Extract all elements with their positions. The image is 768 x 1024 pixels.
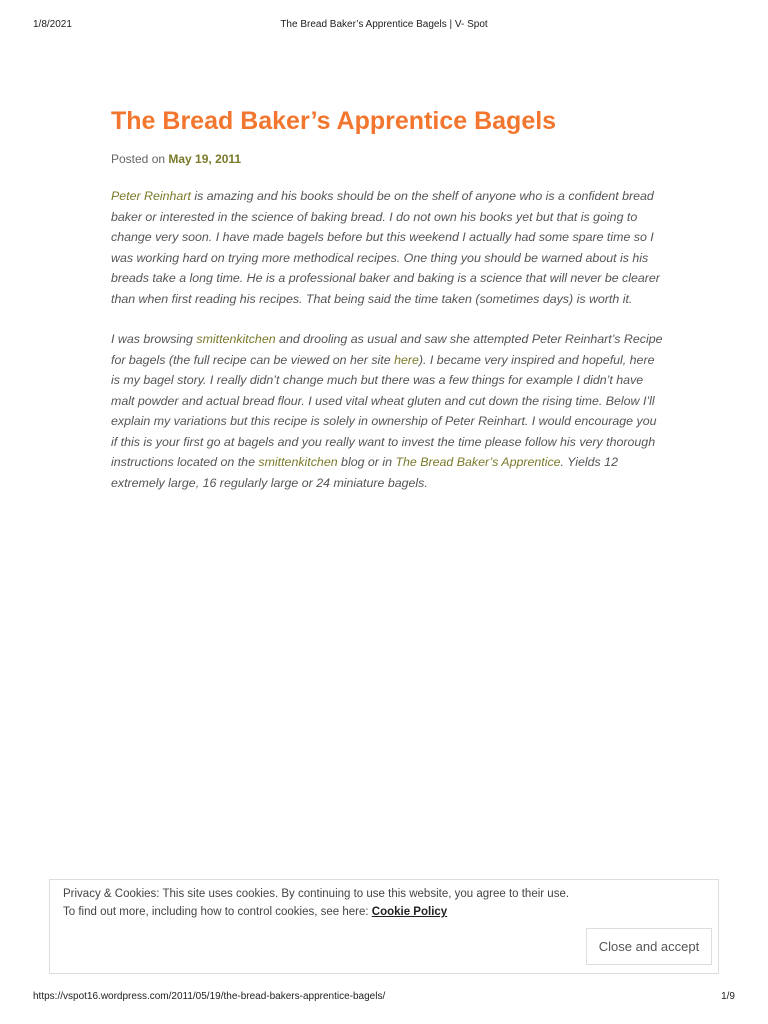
cookie-policy-link[interactable]: Cookie Policy (371, 906, 448, 918)
recipe-here-link[interactable]: here (394, 352, 419, 367)
paragraph-text: ). I became very inspired and hopeful, here is my bagel story. I really didn’t change much but there was a few things for example I didn’t have malt powder and actual bread flour. I used vital wheat gluten and cut down the rising time. Below I’ll explain my variations but this recipe is solely in ownership of Peter Reinhart. I would encourage you if this is your first go at bagels and you really want to invest the time please follow his very thorough instructions located on the (111, 352, 657, 469)
peter-reinhart-link[interactable]: Peter Reinhart (111, 189, 191, 203)
posted-on-label: Posted on (111, 152, 169, 166)
cookie-notice-more-text: To find out more, including how to control cookies, see here: (63, 906, 372, 918)
article (111, 104, 665, 493)
cookie-notice-text: Privacy & Cookies: This site uses cookies. By continuing to use this website, you agree to their use. (63, 888, 570, 900)
paragraph-text: blog or in (337, 455, 396, 469)
post-date-link[interactable]: May 19, 2011 (168, 152, 242, 166)
print-header (33, 19, 735, 33)
print-footer (33, 991, 735, 1005)
close-and-accept-button[interactable]: Close and accept (586, 928, 712, 965)
paragraph-text: and drooling as usual and saw she attempted Peter Reinhart’s Recipe for bagels (the full recipe can be viewed on her site (111, 332, 663, 367)
print-url: https://vspot16.wordpress.com/2011/05/19/the-bread-bakers-apprentice-bagels/ (33, 991, 386, 1002)
smittenkitchen-link[interactable]: smittenkitchen (196, 332, 276, 346)
paragraph-text: is amazing and his books should be on the shelf of anyone who is a confident bread baker or interested in the science of baking bread. I do not own his books yet but that is going to change very soon. I have made bagels before but this weekend I actually had some spare time so I was working hard on trying more methodical recipes. One thing you should be warned about is his breads take a long time. He is a professional baker and baking is a science that will never be clearer than when first reading his recipes. That being said the time taken (sometimes days) is worth it. (111, 189, 660, 306)
print-page-title: The Bread Baker’s Apprentice Bagels | V- Spot (280, 19, 488, 30)
cookie-notice-more (63, 906, 447, 918)
smittenkitchen-blog-link[interactable]: smittenkitchen (258, 455, 338, 469)
post-content (111, 186, 665, 493)
paragraph-text: . Yields 12 extremely large, 16 regularly large or 24 miniature bagels. (111, 455, 618, 490)
book-link[interactable]: The Bread Baker’s Apprentice (395, 455, 561, 469)
paragraph-intro (111, 186, 665, 309)
post-title: The Bread Baker’s Apprentice Bagels (111, 107, 557, 135)
paragraph-text: I was browsing (111, 332, 197, 346)
print-page-number: 1/9 (721, 991, 735, 1002)
print-date: 1/8/2021 (33, 19, 72, 30)
paragraph-story (111, 329, 665, 493)
cookie-banner (49, 879, 719, 974)
post-meta (111, 152, 665, 166)
